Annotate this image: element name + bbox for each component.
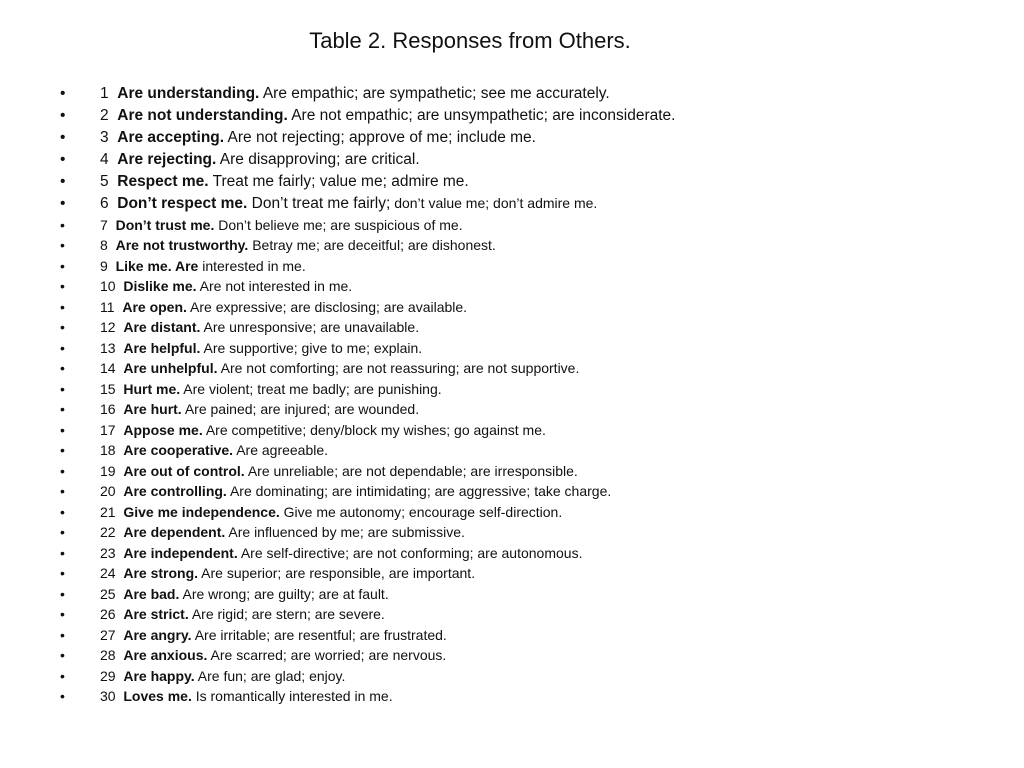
item-description: Are unresponsive; are unavailable.	[203, 319, 420, 335]
item-label: Hurt me.	[123, 381, 181, 397]
item-text	[100, 341, 422, 355]
item-number: 20	[100, 483, 116, 499]
item-text	[100, 86, 610, 102]
item-description: Are influenced by me; are submissive.	[228, 524, 465, 540]
item-description: Don’t treat me fairly;	[251, 195, 391, 212]
bullet-icon: •	[60, 195, 66, 212]
item-number: 25	[100, 586, 116, 602]
item-label: Don’t trust me.	[115, 217, 215, 233]
item-label: Are out of control.	[123, 463, 245, 479]
item-description: Don’t believe me; are suspicious of me.	[218, 217, 463, 233]
item-text	[100, 382, 442, 396]
item-description: Are unreliable; are not dependable; are irresponsible.	[247, 463, 578, 479]
item-label: Are anxious.	[123, 647, 208, 663]
bullet-icon: •	[60, 483, 65, 499]
bullet-icon: •	[60, 524, 65, 540]
item-number: 19	[100, 463, 116, 479]
item-text	[100, 152, 420, 168]
item-description: Are self-directive; are not conforming; are autonomous.	[240, 545, 583, 561]
bullet-icon: •	[60, 401, 65, 417]
item-description: Are not empathic; are unsympathetic; are inconsiderate.	[291, 107, 676, 124]
item-number: 9	[100, 258, 108, 274]
item-text	[100, 464, 578, 478]
bullet-icon: •	[60, 173, 66, 190]
item-label: Are bad.	[123, 586, 180, 602]
item-description: Are not comforting; are not reassuring; are not supportive.	[220, 360, 580, 376]
item-number: 11	[100, 299, 115, 315]
item-description: Are rigid; are stern; are severe.	[191, 606, 385, 622]
item-number: 22	[100, 524, 116, 540]
bullet-icon: •	[60, 545, 65, 561]
item-text	[100, 218, 463, 232]
item-label: Are rejecting.	[117, 151, 217, 168]
item-label: Loves me.	[123, 688, 192, 704]
item-label: Like me. Are	[115, 258, 199, 274]
item-label: Are dependent.	[123, 524, 226, 540]
item-text	[100, 505, 562, 519]
item-text	[100, 423, 546, 437]
bullet-icon: •	[60, 278, 65, 294]
item-number: 16	[100, 401, 116, 417]
item-number: 14	[100, 360, 116, 376]
item-text	[100, 484, 611, 498]
item-label: Are not trustworthy.	[115, 237, 249, 253]
item-number: 8	[100, 237, 108, 253]
item-number: 26	[100, 606, 116, 622]
item-label: Dislike me.	[123, 278, 197, 294]
item-label: Are not understanding.	[117, 107, 288, 124]
item-text	[100, 669, 345, 683]
item-number: 10	[100, 278, 116, 294]
item-number: 13	[100, 340, 116, 356]
item-label: Respect me.	[117, 173, 209, 190]
bullet-icon: •	[60, 586, 65, 602]
item-description: Are empathic; are sympathetic; see me accurately.	[262, 85, 610, 102]
bullet-icon: •	[60, 422, 65, 438]
item-text	[100, 628, 447, 642]
item-number: 2	[100, 107, 109, 124]
item-description: Are dominating; are intimidating; are aggressive; take charge.	[229, 483, 612, 499]
bullet-icon: •	[60, 442, 65, 458]
item-number: 6	[100, 195, 109, 212]
item-description: Are superior; are responsible, are important.	[201, 565, 476, 581]
item-label: Are open.	[122, 299, 187, 315]
item-description: Are agreeable.	[236, 442, 329, 458]
item-number: 4	[100, 151, 109, 168]
item-text	[100, 402, 419, 416]
bullet-icon: •	[60, 299, 65, 315]
bullet-icon: •	[60, 319, 65, 335]
item-description: Are pained; are injured; are wounded.	[184, 401, 420, 417]
bullet-icon: •	[60, 381, 65, 397]
item-text	[100, 546, 582, 560]
item-description: Are irritable; are resentful; are frustrated.	[194, 627, 447, 643]
item-number: 24	[100, 565, 116, 581]
bullet-icon: •	[60, 360, 65, 376]
item-number: 5	[100, 173, 109, 190]
item-number: 23	[100, 545, 116, 561]
item-description: Are disapproving; are critical.	[219, 151, 420, 168]
item-number: 29	[100, 668, 116, 684]
item-text	[100, 689, 393, 703]
item-text	[100, 300, 467, 314]
item-text	[100, 108, 675, 124]
item-text	[100, 607, 385, 621]
bullet-icon: •	[60, 107, 66, 124]
bullet-icon: •	[60, 258, 65, 274]
bullet-icon: •	[60, 606, 65, 622]
item-text	[100, 320, 419, 334]
bullet-icon: •	[60, 504, 65, 520]
item-description: Are supportive; give to me; explain.	[203, 340, 423, 356]
bullet-icon: •	[60, 217, 65, 233]
item-number: 1	[100, 85, 109, 102]
item-label: Are happy.	[123, 668, 195, 684]
item-text	[100, 525, 465, 539]
item-description: Treat me fairly; value me; admire me.	[212, 173, 469, 190]
bullet-icon: •	[60, 668, 65, 684]
item-label: Are unhelpful.	[123, 360, 218, 376]
item-number: 27	[100, 627, 116, 643]
item-label: Are distant.	[123, 319, 201, 335]
item-number: 17	[100, 422, 116, 438]
item-text	[100, 566, 475, 580]
item-text	[100, 361, 579, 375]
item-label: Are strict.	[123, 606, 189, 622]
item-label: Give me independence.	[123, 504, 280, 520]
item-number: 3	[100, 129, 109, 146]
item-text	[100, 587, 389, 601]
item-number: 15	[100, 381, 116, 397]
item-description: Are competitive; deny/block my wishes; go against me.	[205, 422, 546, 438]
item-label: Are understanding.	[117, 85, 260, 102]
item-text	[100, 238, 496, 252]
bullet-icon: •	[60, 565, 65, 581]
item-label: Are angry.	[123, 627, 192, 643]
bullet-icon: •	[60, 688, 65, 704]
item-description: Are scarred; are worried; are nervous.	[210, 647, 447, 663]
item-text	[100, 174, 469, 190]
item-text	[100, 648, 446, 662]
item-text	[100, 196, 597, 212]
bullet-icon: •	[60, 151, 66, 168]
item-label: Are helpful.	[123, 340, 201, 356]
bullet-icon: •	[60, 647, 65, 663]
item-description: Are wrong; are guilty; are at fault.	[182, 586, 389, 602]
item-label: Are cooperative.	[123, 442, 234, 458]
item-description-continued: don’t value me; don’t admire me.	[390, 195, 598, 211]
item-text	[100, 279, 352, 293]
item-description: Are violent; treat me badly; are punishing.	[183, 381, 442, 397]
item-label: Are accepting.	[117, 129, 225, 146]
item-number: 18	[100, 442, 116, 458]
item-number: 30	[100, 688, 116, 704]
item-number: 28	[100, 647, 116, 663]
item-label: Don’t respect me.	[117, 195, 248, 212]
bullet-icon: •	[60, 85, 66, 102]
item-description: Betray me; are deceitful; are dishonest.	[252, 237, 496, 253]
item-description: Is romantically interested in me.	[195, 688, 393, 704]
item-label: Are hurt.	[123, 401, 182, 417]
page-title: Table 2. Responses from Others.	[309, 28, 631, 53]
bullet-icon: •	[60, 627, 65, 643]
item-description: Are expressive; are disclosing; are available.	[190, 299, 468, 315]
item-text	[100, 259, 306, 273]
item-label: Are controlling.	[123, 483, 227, 499]
item-description: Are fun; are glad; enjoy.	[197, 668, 346, 684]
item-number: 12	[100, 319, 116, 335]
item-description: Give me autonomy; encourage self-direction.	[283, 504, 563, 520]
item-label: Appose me.	[123, 422, 203, 438]
bullet-icon: •	[60, 340, 65, 356]
item-description: Are not interested in me.	[199, 278, 353, 294]
bullet-icon: •	[60, 463, 65, 479]
item-number: 7	[100, 217, 108, 233]
item-label: Are strong.	[123, 565, 199, 581]
bullet-icon: •	[60, 129, 66, 146]
item-description: Are not rejecting; approve of me; include me.	[227, 129, 536, 146]
item-text	[100, 130, 536, 146]
item-number: 21	[100, 504, 116, 520]
item-text	[100, 443, 328, 457]
item-description: interested in me.	[202, 258, 306, 274]
bullet-icon: •	[60, 237, 65, 253]
item-label: Are independent.	[123, 545, 238, 561]
